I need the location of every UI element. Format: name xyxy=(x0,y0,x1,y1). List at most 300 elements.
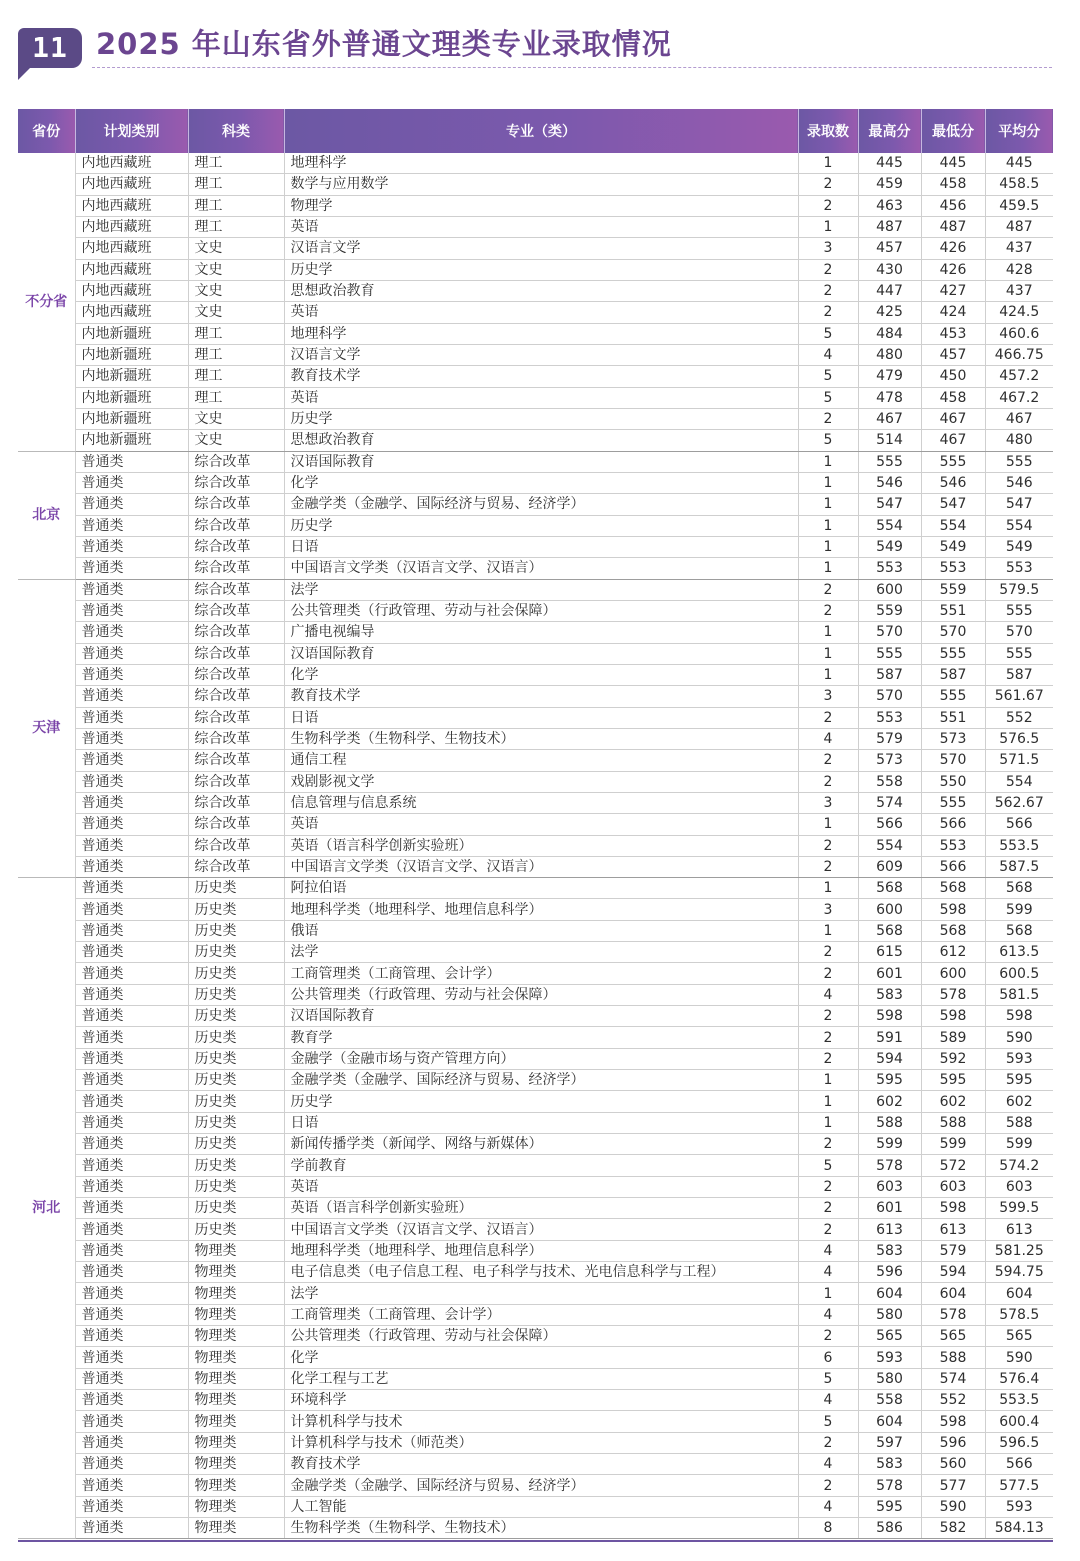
average-score-cell: 587 xyxy=(985,664,1053,685)
plan-type-cell: 普通类 xyxy=(75,579,188,600)
highest-score-cell: 555 xyxy=(858,643,921,664)
subject-category-cell: 物理类 xyxy=(188,1326,284,1347)
average-score-cell: 570 xyxy=(985,622,1053,643)
table-body xyxy=(18,153,1053,1539)
admitted-count-cell: 2 xyxy=(798,1027,858,1048)
plan-type-cell: 普通类 xyxy=(75,1304,188,1325)
subject-category-cell: 综合改革 xyxy=(188,494,284,515)
column-header-lowest-score: 最低分 xyxy=(921,109,985,153)
admitted-count-cell: 1 xyxy=(798,622,858,643)
subject-category-cell: 物理类 xyxy=(188,1304,284,1325)
highest-score-cell: 546 xyxy=(858,472,921,493)
admitted-count-cell: 2 xyxy=(798,771,858,792)
admitted-count-cell: 1 xyxy=(798,494,858,515)
subject-category-cell: 物理类 xyxy=(188,1432,284,1453)
plan-type-cell: 内地西藏班 xyxy=(75,195,188,216)
plan-type-cell: 普通类 xyxy=(75,1283,188,1304)
plan-type-cell: 普通类 xyxy=(75,664,188,685)
lowest-score-cell: 600 xyxy=(921,963,985,984)
subject-category-cell: 理工 xyxy=(188,344,284,365)
admitted-count-cell: 1 xyxy=(798,216,858,237)
major-cell: 地理科学 xyxy=(284,153,798,174)
highest-score-cell: 580 xyxy=(858,1304,921,1325)
plan-type-cell: 普通类 xyxy=(75,1496,188,1517)
plan-type-cell: 普通类 xyxy=(75,643,188,664)
subject-category-cell: 历史类 xyxy=(188,1219,284,1240)
subject-category-cell: 综合改革 xyxy=(188,664,284,685)
plan-type-cell: 普通类 xyxy=(75,878,188,899)
plan-type-cell: 普通类 xyxy=(75,792,188,813)
highest-score-cell: 604 xyxy=(858,1411,921,1432)
admitted-count-cell: 1 xyxy=(798,558,858,579)
major-cell: 历史学 xyxy=(284,408,798,429)
admitted-count-cell: 1 xyxy=(798,814,858,835)
major-cell: 法学 xyxy=(284,579,798,600)
table-row xyxy=(18,366,1053,387)
highest-score-cell: 425 xyxy=(858,302,921,323)
admitted-count-cell: 2 xyxy=(798,259,858,280)
plan-type-cell: 普通类 xyxy=(75,1326,188,1347)
average-score-cell: 603 xyxy=(985,1176,1053,1197)
average-score-cell: 467 xyxy=(985,408,1053,429)
major-cell: 英语 xyxy=(284,387,798,408)
major-cell: 汉语国际教育 xyxy=(284,1006,798,1027)
lowest-score-cell: 603 xyxy=(921,1176,985,1197)
plan-type-cell: 普通类 xyxy=(75,1219,188,1240)
average-score-cell: 437 xyxy=(985,280,1053,301)
admitted-count-cell: 2 xyxy=(798,963,858,984)
title-dashed-divider xyxy=(92,67,1052,68)
admitted-count-cell: 2 xyxy=(798,856,858,877)
subject-category-cell: 综合改革 xyxy=(188,835,284,856)
lowest-score-cell: 566 xyxy=(921,814,985,835)
highest-score-cell: 615 xyxy=(858,942,921,963)
major-cell: 化学 xyxy=(284,472,798,493)
admission-results-table xyxy=(18,109,1053,1539)
highest-score-cell: 547 xyxy=(858,494,921,515)
major-cell: 金融学类（金融学、国际经济与贸易、经济学） xyxy=(284,1475,798,1496)
plan-type-cell: 普通类 xyxy=(75,1112,188,1133)
average-score-cell: 457.2 xyxy=(985,366,1053,387)
admitted-count-cell: 4 xyxy=(798,728,858,749)
plan-type-cell: 普通类 xyxy=(75,622,188,643)
admitted-count-cell: 2 xyxy=(798,302,858,323)
average-score-cell: 562.67 xyxy=(985,792,1053,813)
lowest-score-cell: 424 xyxy=(921,302,985,323)
column-header-province: 省份 xyxy=(18,109,75,153)
lowest-score-cell: 594 xyxy=(921,1262,985,1283)
average-score-cell: 581.25 xyxy=(985,1240,1053,1261)
subject-category-cell: 历史类 xyxy=(188,1091,284,1112)
table-bottom-rule xyxy=(18,1540,1053,1542)
major-cell: 英语 xyxy=(284,302,798,323)
highest-score-cell: 484 xyxy=(858,323,921,344)
major-cell: 地理科学类（地理科学、地理信息科学） xyxy=(284,899,798,920)
page-title: 2025 年山东省外普通文理类专业录取情况 xyxy=(96,27,672,61)
major-cell: 生物科学类（生物科学、生物技术） xyxy=(284,728,798,749)
lowest-score-cell: 578 xyxy=(921,1304,985,1325)
highest-score-cell: 457 xyxy=(858,238,921,259)
highest-score-cell: 599 xyxy=(858,1134,921,1155)
highest-score-cell: 558 xyxy=(858,771,921,792)
highest-score-cell: 593 xyxy=(858,1347,921,1368)
average-score-cell: 566 xyxy=(985,1454,1053,1475)
admitted-count-cell: 1 xyxy=(798,451,858,472)
table-row xyxy=(18,1390,1053,1411)
lowest-score-cell: 549 xyxy=(921,536,985,557)
average-score-cell: 579.5 xyxy=(985,579,1053,600)
table-row xyxy=(18,1134,1053,1155)
subject-category-cell: 综合改革 xyxy=(188,472,284,493)
plan-type-cell: 普通类 xyxy=(75,1475,188,1496)
highest-score-cell: 579 xyxy=(858,728,921,749)
plan-type-cell: 普通类 xyxy=(75,814,188,835)
highest-score-cell: 459 xyxy=(858,174,921,195)
average-score-cell: 578.5 xyxy=(985,1304,1053,1325)
highest-score-cell: 583 xyxy=(858,1454,921,1475)
highest-score-cell: 554 xyxy=(858,835,921,856)
plan-type-cell: 普通类 xyxy=(75,1198,188,1219)
table-row xyxy=(18,280,1053,301)
table-header-row xyxy=(18,109,1053,153)
table-row xyxy=(18,1240,1053,1261)
province-cell: 河北 xyxy=(18,878,75,1539)
major-cell: 金融学（金融市场与资产管理方向） xyxy=(284,1048,798,1069)
average-score-cell: 593 xyxy=(985,1048,1053,1069)
major-cell: 中国语言文学类（汉语言文学、汉语言） xyxy=(284,1219,798,1240)
major-cell: 英语（语言科学创新实验班） xyxy=(284,835,798,856)
lowest-score-cell: 551 xyxy=(921,600,985,621)
highest-score-cell: 578 xyxy=(858,1475,921,1496)
highest-score-cell: 553 xyxy=(858,707,921,728)
table-row xyxy=(18,1006,1053,1027)
average-score-cell: 546 xyxy=(985,472,1053,493)
admitted-count-cell: 5 xyxy=(798,1155,858,1176)
major-cell: 公共管理类（行政管理、劳动与社会保障） xyxy=(284,600,798,621)
admitted-count-cell: 4 xyxy=(798,1240,858,1261)
lowest-score-cell: 598 xyxy=(921,1198,985,1219)
table-row xyxy=(18,259,1053,280)
admitted-count-cell: 2 xyxy=(798,1006,858,1027)
plan-type-cell: 内地西藏班 xyxy=(75,216,188,237)
average-score-cell: 428 xyxy=(985,259,1053,280)
major-cell: 人工智能 xyxy=(284,1496,798,1517)
admitted-count-cell: 2 xyxy=(798,579,858,600)
subject-category-cell: 文史 xyxy=(188,259,284,280)
plan-type-cell: 普通类 xyxy=(75,1262,188,1283)
lowest-score-cell: 578 xyxy=(921,984,985,1005)
lowest-score-cell: 458 xyxy=(921,174,985,195)
average-score-cell: 561.67 xyxy=(985,686,1053,707)
major-cell: 汉语国际教育 xyxy=(284,643,798,664)
highest-score-cell: 514 xyxy=(858,430,921,451)
lowest-score-cell: 588 xyxy=(921,1347,985,1368)
subject-category-cell: 历史类 xyxy=(188,1198,284,1219)
admitted-count-cell: 2 xyxy=(798,408,858,429)
plan-type-cell: 内地西藏班 xyxy=(75,153,188,174)
admitted-count-cell: 2 xyxy=(798,835,858,856)
subject-category-cell: 综合改革 xyxy=(188,600,284,621)
plan-type-cell: 内地西藏班 xyxy=(75,280,188,301)
major-cell: 化学工程与工艺 xyxy=(284,1368,798,1389)
lowest-score-cell: 553 xyxy=(921,558,985,579)
table-row xyxy=(18,664,1053,685)
lowest-score-cell: 566 xyxy=(921,856,985,877)
plan-type-cell: 内地新疆班 xyxy=(75,323,188,344)
admitted-count-cell: 1 xyxy=(798,153,858,174)
lowest-score-cell: 589 xyxy=(921,1027,985,1048)
subject-category-cell: 文史 xyxy=(188,280,284,301)
subject-category-cell: 综合改革 xyxy=(188,856,284,877)
lowest-score-cell: 602 xyxy=(921,1091,985,1112)
average-score-cell: 467.2 xyxy=(985,387,1053,408)
lowest-score-cell: 577 xyxy=(921,1475,985,1496)
lowest-score-cell: 568 xyxy=(921,920,985,941)
average-score-cell: 574.2 xyxy=(985,1155,1053,1176)
table-row xyxy=(18,1112,1053,1133)
subject-category-cell: 物理类 xyxy=(188,1518,284,1539)
average-score-cell: 600.5 xyxy=(985,963,1053,984)
admitted-count-cell: 5 xyxy=(798,1368,858,1389)
major-cell: 生物科学类（生物科学、生物技术） xyxy=(284,1518,798,1539)
table-row xyxy=(18,558,1053,579)
average-score-cell: 613 xyxy=(985,1219,1053,1240)
plan-type-cell: 普通类 xyxy=(75,1454,188,1475)
major-cell: 学前教育 xyxy=(284,1155,798,1176)
lowest-score-cell: 445 xyxy=(921,153,985,174)
highest-score-cell: 573 xyxy=(858,750,921,771)
province-cell: 不分省 xyxy=(18,153,75,451)
average-score-cell: 584.13 xyxy=(985,1518,1053,1539)
table-row xyxy=(18,408,1053,429)
admitted-count-cell: 3 xyxy=(798,686,858,707)
subject-category-cell: 物理类 xyxy=(188,1368,284,1389)
major-cell: 日语 xyxy=(284,536,798,557)
average-score-cell: 554 xyxy=(985,771,1053,792)
table-row xyxy=(18,1496,1053,1517)
subject-category-cell: 文史 xyxy=(188,430,284,451)
lowest-score-cell: 555 xyxy=(921,686,985,707)
admitted-count-cell: 2 xyxy=(798,942,858,963)
plan-type-cell: 普通类 xyxy=(75,1134,188,1155)
admitted-count-cell: 1 xyxy=(798,878,858,899)
lowest-score-cell: 555 xyxy=(921,792,985,813)
lowest-score-cell: 598 xyxy=(921,1411,985,1432)
lowest-score-cell: 547 xyxy=(921,494,985,515)
major-cell: 中国语言文学类（汉语言文学、汉语言） xyxy=(284,856,798,877)
lowest-score-cell: 572 xyxy=(921,1155,985,1176)
plan-type-cell: 内地西藏班 xyxy=(75,259,188,280)
subject-category-cell: 综合改革 xyxy=(188,771,284,792)
table-row xyxy=(18,1027,1053,1048)
average-score-cell: 588 xyxy=(985,1112,1053,1133)
major-cell: 英语 xyxy=(284,1176,798,1197)
admitted-count-cell: 2 xyxy=(798,1134,858,1155)
highest-score-cell: 613 xyxy=(858,1219,921,1240)
lowest-score-cell: 546 xyxy=(921,472,985,493)
plan-type-cell: 普通类 xyxy=(75,1091,188,1112)
average-score-cell: 590 xyxy=(985,1027,1053,1048)
plan-type-cell: 普通类 xyxy=(75,771,188,792)
plan-type-cell: 普通类 xyxy=(75,1240,188,1261)
average-score-cell: 460.6 xyxy=(985,323,1053,344)
plan-type-cell: 普通类 xyxy=(75,1518,188,1539)
table-row xyxy=(18,515,1053,536)
highest-score-cell: 604 xyxy=(858,1283,921,1304)
highest-score-cell: 588 xyxy=(858,1112,921,1133)
highest-score-cell: 565 xyxy=(858,1326,921,1347)
average-score-cell: 577.5 xyxy=(985,1475,1053,1496)
table-row xyxy=(18,1155,1053,1176)
column-header-admitted-count: 录取数 xyxy=(798,109,858,153)
highest-score-cell: 596 xyxy=(858,1262,921,1283)
subject-category-cell: 历史类 xyxy=(188,984,284,1005)
plan-type-cell: 普通类 xyxy=(75,1390,188,1411)
subject-category-cell: 物理类 xyxy=(188,1411,284,1432)
table-row xyxy=(18,750,1053,771)
lowest-score-cell: 426 xyxy=(921,259,985,280)
lowest-score-cell: 590 xyxy=(921,1496,985,1517)
plan-type-cell: 普通类 xyxy=(75,1027,188,1048)
table-row xyxy=(18,1347,1053,1368)
plan-type-cell: 内地西藏班 xyxy=(75,174,188,195)
highest-score-cell: 601 xyxy=(858,963,921,984)
subject-category-cell: 综合改革 xyxy=(188,451,284,472)
major-cell: 历史学 xyxy=(284,515,798,536)
admitted-count-cell: 5 xyxy=(798,366,858,387)
admitted-count-cell: 5 xyxy=(798,387,858,408)
table-row xyxy=(18,323,1053,344)
major-cell: 日语 xyxy=(284,707,798,728)
major-cell: 计算机科学与技术（师范类） xyxy=(284,1432,798,1453)
table-row xyxy=(18,686,1053,707)
major-cell: 汉语言文学 xyxy=(284,238,798,259)
admitted-count-cell: 5 xyxy=(798,430,858,451)
lowest-score-cell: 552 xyxy=(921,1390,985,1411)
major-cell: 新闻传播学类（新闻学、网络与新媒体） xyxy=(284,1134,798,1155)
subject-category-cell: 历史类 xyxy=(188,1134,284,1155)
major-cell: 化学 xyxy=(284,1347,798,1368)
highest-score-cell: 600 xyxy=(858,579,921,600)
subject-category-cell: 综合改革 xyxy=(188,622,284,643)
plan-type-cell: 内地新疆班 xyxy=(75,430,188,451)
highest-score-cell: 568 xyxy=(858,878,921,899)
plan-type-cell: 普通类 xyxy=(75,1432,188,1453)
highest-score-cell: 578 xyxy=(858,1155,921,1176)
major-cell: 工商管理类（工商管理、会计学） xyxy=(284,963,798,984)
admitted-count-cell: 2 xyxy=(798,1198,858,1219)
major-cell: 金融学类（金融学、国际经济与贸易、经济学） xyxy=(284,494,798,515)
column-header-major: 专业（类） xyxy=(284,109,798,153)
lowest-score-cell: 568 xyxy=(921,878,985,899)
admitted-count-cell: 8 xyxy=(798,1518,858,1539)
plan-type-cell: 普通类 xyxy=(75,835,188,856)
average-score-cell: 555 xyxy=(985,600,1053,621)
major-cell: 法学 xyxy=(284,1283,798,1304)
average-score-cell: 568 xyxy=(985,878,1053,899)
subject-category-cell: 综合改革 xyxy=(188,536,284,557)
subject-category-cell: 理工 xyxy=(188,323,284,344)
subject-category-cell: 文史 xyxy=(188,302,284,323)
subject-category-cell: 综合改革 xyxy=(188,515,284,536)
table-row xyxy=(18,153,1053,174)
plan-type-cell: 普通类 xyxy=(75,494,188,515)
plan-type-cell: 普通类 xyxy=(75,899,188,920)
highest-score-cell: 598 xyxy=(858,1006,921,1027)
table-row xyxy=(18,899,1053,920)
table-row xyxy=(18,942,1053,963)
admitted-count-cell: 6 xyxy=(798,1347,858,1368)
plan-type-cell: 普通类 xyxy=(75,1048,188,1069)
admitted-count-cell: 4 xyxy=(798,1454,858,1475)
lowest-score-cell: 592 xyxy=(921,1048,985,1069)
column-header-plan-type: 计划类别 xyxy=(75,109,188,153)
highest-score-cell: 591 xyxy=(858,1027,921,1048)
lowest-score-cell: 598 xyxy=(921,1006,985,1027)
admitted-count-cell: 2 xyxy=(798,1176,858,1197)
table-row xyxy=(18,1326,1053,1347)
major-cell: 英语 xyxy=(284,814,798,835)
lowest-score-cell: 587 xyxy=(921,664,985,685)
admitted-count-cell: 2 xyxy=(798,750,858,771)
subject-category-cell: 历史类 xyxy=(188,1176,284,1197)
lowest-score-cell: 457 xyxy=(921,344,985,365)
plan-type-cell: 普通类 xyxy=(75,942,188,963)
table-row xyxy=(18,536,1053,557)
admitted-count-cell: 1 xyxy=(798,1070,858,1091)
major-cell: 公共管理类（行政管理、劳动与社会保障） xyxy=(284,984,798,1005)
average-score-cell: 594.75 xyxy=(985,1262,1053,1283)
subject-category-cell: 物理类 xyxy=(188,1454,284,1475)
province-cell: 北京 xyxy=(18,451,75,579)
table-row xyxy=(18,707,1053,728)
major-cell: 工商管理类（工商管理、会计学） xyxy=(284,1304,798,1325)
table-row xyxy=(18,216,1053,237)
table-row xyxy=(18,1176,1053,1197)
major-cell: 教育技术学 xyxy=(284,686,798,707)
lowest-score-cell: 588 xyxy=(921,1112,985,1133)
highest-score-cell: 447 xyxy=(858,280,921,301)
plan-type-cell: 内地新疆班 xyxy=(75,366,188,387)
admitted-count-cell: 2 xyxy=(798,1048,858,1069)
highest-score-cell: 478 xyxy=(858,387,921,408)
plan-type-cell: 普通类 xyxy=(75,728,188,749)
plan-type-cell: 普通类 xyxy=(75,1176,188,1197)
major-cell: 历史学 xyxy=(284,1091,798,1112)
table-row xyxy=(18,1048,1053,1069)
lowest-score-cell: 487 xyxy=(921,216,985,237)
column-header-subject-category: 科类 xyxy=(188,109,284,153)
table-row xyxy=(18,600,1053,621)
subject-category-cell: 文史 xyxy=(188,238,284,259)
plan-type-cell: 普通类 xyxy=(75,472,188,493)
subject-category-cell: 物理类 xyxy=(188,1390,284,1411)
table-row xyxy=(18,579,1053,600)
average-score-cell: 553 xyxy=(985,558,1053,579)
plan-type-cell: 普通类 xyxy=(75,707,188,728)
admitted-count-cell: 4 xyxy=(798,344,858,365)
average-score-cell: 613.5 xyxy=(985,942,1053,963)
highest-score-cell: 574 xyxy=(858,792,921,813)
table-row xyxy=(18,920,1053,941)
lowest-score-cell: 456 xyxy=(921,195,985,216)
subject-category-cell: 文史 xyxy=(188,408,284,429)
average-score-cell: 437 xyxy=(985,238,1053,259)
page-number-badge: 11 xyxy=(18,28,82,68)
table-row xyxy=(18,1304,1053,1325)
lowest-score-cell: 555 xyxy=(921,451,985,472)
average-score-cell: 568 xyxy=(985,920,1053,941)
